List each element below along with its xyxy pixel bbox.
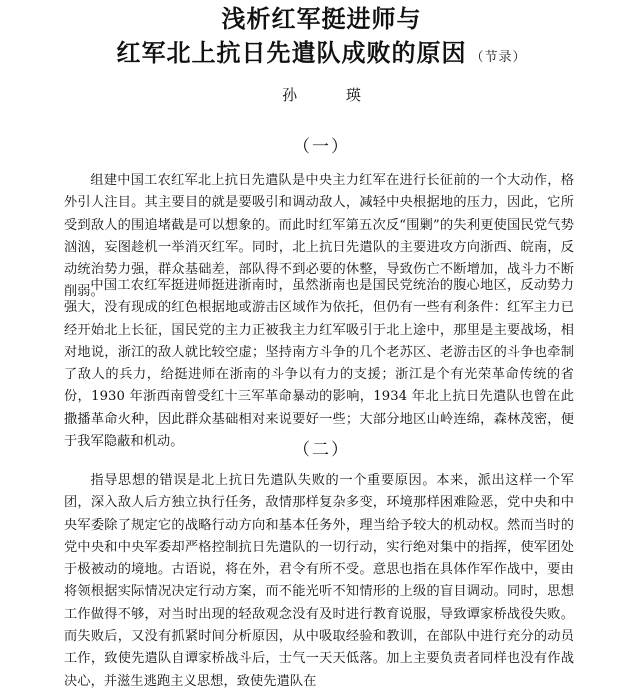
- body-paragraph: 组建中国工农红军北上抗日先遣队是中央主力红军在进行长征前的一个大动作，格外引人注目。其主要目的就是要吸引和调动敌人，减轻中央根据地的压力，因此，它所受到敌人的围追堵截是可以想象的。而此时红军第五次反“围剿”的失利更使国民党气势汹汹，妄图趁机一举消灭红军。同时，北上抗日先遣队的主要进攻方向浙西、皖南，反动统治势力强，群众基础差，部队得不到必要的休整，导致伤亡不断增加，战斗力不断削弱。: [64, 173, 574, 300]
- article-title-note: （节录）: [470, 50, 527, 65]
- body-paragraph: 指导思想的错误是北上抗日先遣队失败的一个重要原因。本来，派出这样一个军团，深入敌人后方独立执行任务，敌情那样复杂多变，环境那样困难险恶，党中央和中央军委除了规定它的战略行动方向和基本任务外，理当给予较大的机动权。然而当时的党中央和中央军委却严格控制抗日先遣队的一切行动，实行绝对集中的指挥，使军团处于极被动的境地。古语说，将在外，君令有所不受。意思也指在具体作军作战中，要由将领根据实际情况决定行动方案，而不能光听不知情形的上级的盲目调动。同时，思想工作做得不够，对当时出现的轻敌观念没有及时进行教育说服，导致谭家桥战役失败。而失败后，又没有抓紧时间分析原因，从中吸取经验和教训，在部队中进行充分的动员工作，致使先遣队自谭家桥战斗后，士气一天天低落。加上主要负责者同样也没有作战决心，并滋生逃跑主义思想，致使先遣队在: [64, 473, 574, 689]
- article-title-line1: 浅析红军挺进师与: [221, 5, 422, 33]
- article-title-line2: [0, 38, 643, 73]
- section-heading: （一）: [293, 137, 350, 157]
- article-title-line2-text: 红军北上抗日先遣队成败的原因: [116, 39, 467, 67]
- body-paragraph: 中国工农红军挺进师挺进浙南时，虽然浙南也是国民党统治的腹心地区，反动势力强大，没有现成的红色根据地或游击区域作为依托，但仍有一些有利条件：红军主力已经开始北上长征，国民党的主力正被我主力红军吸引于北上途中，那里是主要战场，相对地说，浙江的敌人就比较空虚；坚持南方斗争的几个老苏区、老游击区的斗争也牵制了敌人的兵力，给挺进师在浙南的斗争以有力的支援；浙江是个有光荣革命传统的省份，1930 年浙西南曾受红十三军革命暴动的影响，1934 年北上抗日先遣队也曾在此撒播革命火种，因此群众基础相对来说要好一些；大部分地区山岭连绵，森林茂密，便于我军隐蔽和机动。: [64, 278, 574, 450]
- article-author: 孙 瑛: [282, 86, 383, 104]
- section-heading: （二）: [293, 440, 350, 460]
